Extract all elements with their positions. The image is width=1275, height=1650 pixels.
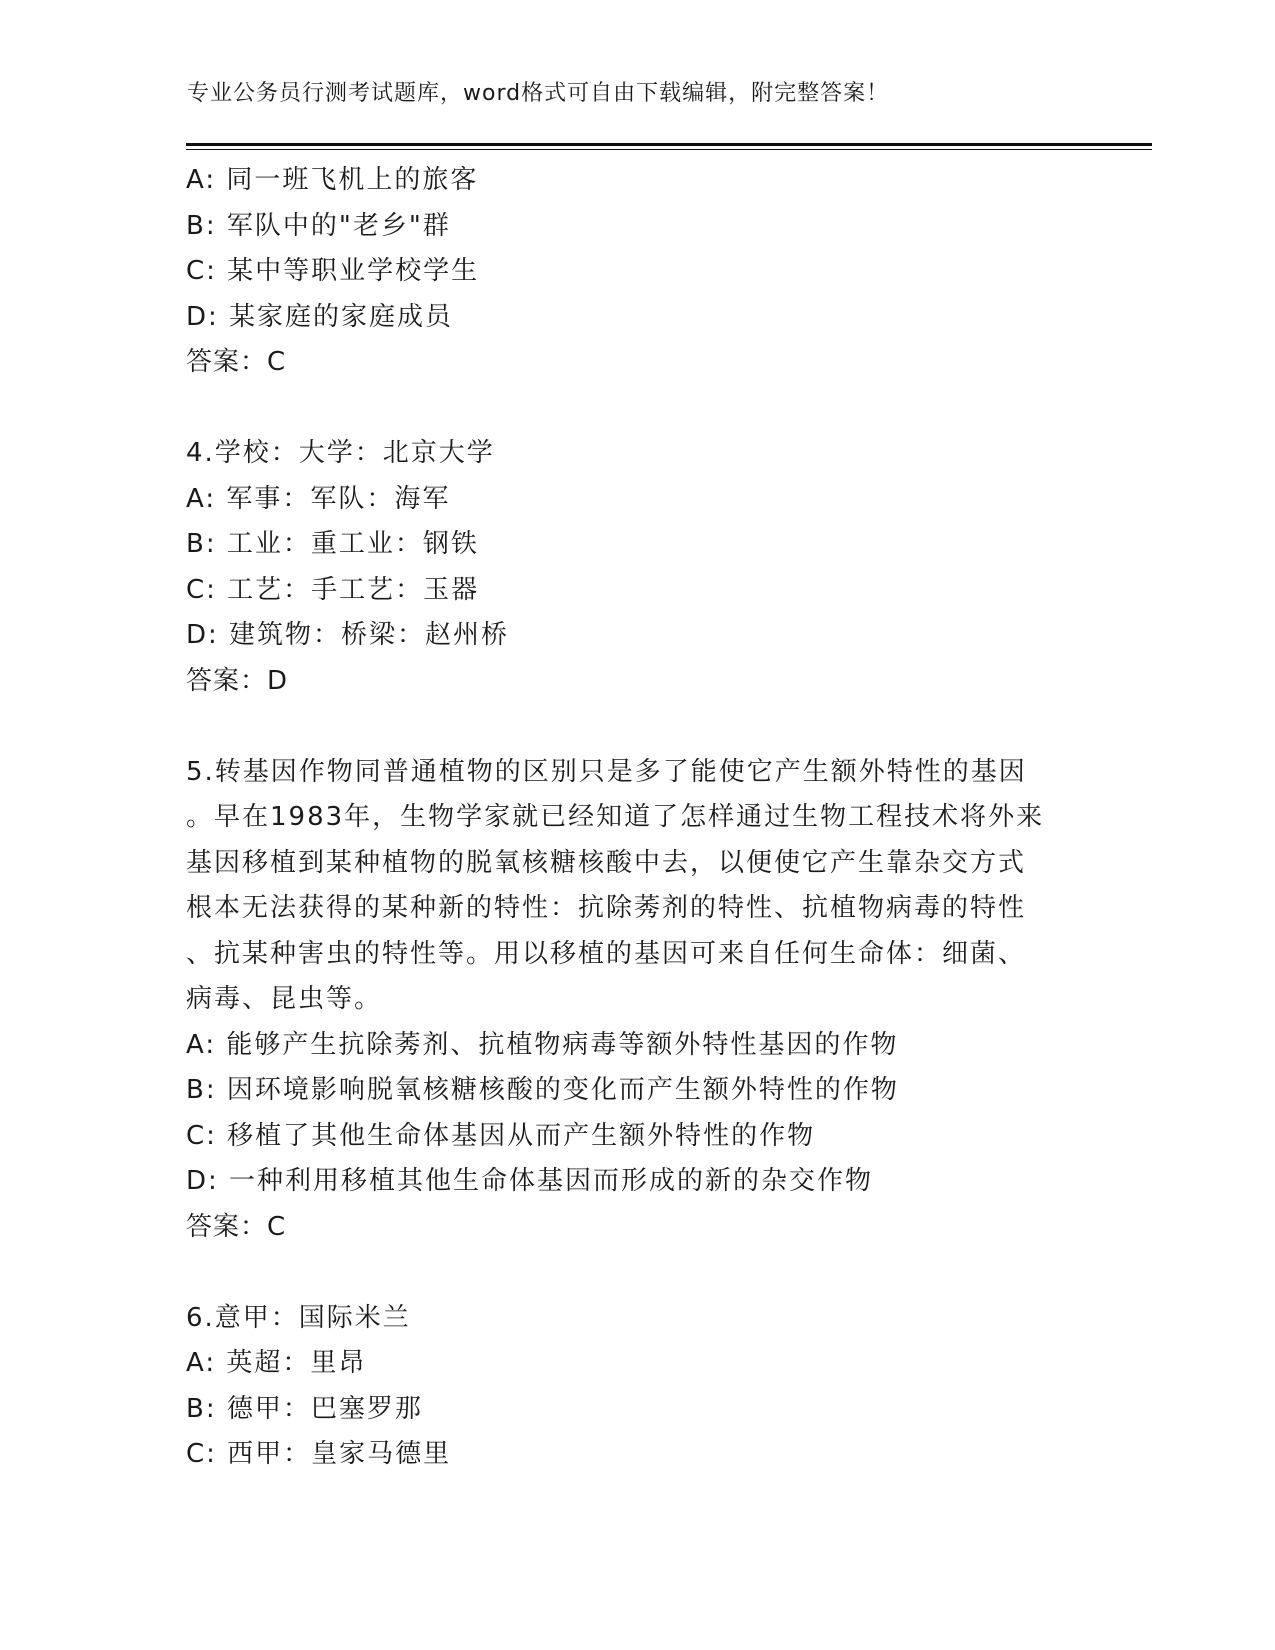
question-content: [186, 158, 1086, 1478]
question-3: [186, 158, 1086, 386]
page-header: 专业公务员行测考试题库，word格式可自由下载编辑，附完整答案！: [187, 81, 890, 106]
stem-line: 根本无法获得的某种新的特性：抗除莠剂的特性、抗植物病毒的特性: [186, 893, 1027, 923]
option-d: D: 一种利用移植其他生命体基因而形成的新的杂交作物: [186, 1166, 874, 1196]
option-a: A: 军事：军队：海军: [186, 483, 451, 514]
option-c: C: 西甲：皇家马德里: [186, 1439, 452, 1469]
option-b: B: 因环境影响脱氧核糖核酸的变化而产生额外特性的作物: [186, 1075, 899, 1105]
question-stem: 4.学校：大学：北京大学: [186, 438, 495, 468]
option-d: D: 某家庭的家庭成员: [186, 301, 454, 332]
answer-label: 答案：D: [186, 665, 289, 696]
option-d: D: 建筑物：桥梁：赵州桥: [186, 620, 510, 650]
question-4: [186, 431, 1086, 704]
option-c: C: 移植了其他生命体基因从而产生额外特性的作物: [186, 1120, 816, 1151]
option-b: B: 军队中的"老乡"群: [186, 210, 451, 241]
answer-label: 答案：C: [186, 347, 287, 377]
question-stem: 6.意甲：国际米兰: [186, 1302, 411, 1333]
spacer: [186, 386, 1086, 432]
answer-label: 答案：C: [186, 1211, 287, 1242]
option-b: B: 工业：重工业：钢铁: [186, 529, 479, 559]
spacer: [186, 704, 1086, 750]
stem-line: 5.转基因作物同普通植物的区别只是多了能使它产生额外特性的基因: [186, 756, 1027, 787]
option-c: C: 某中等职业学校学生: [186, 256, 480, 286]
stem-line: 基因移植到某种植物的脱氧核糖核酸中去，以便使它产生靠杂交方式: [186, 847, 1027, 878]
option-a: A: 英超：里昂: [186, 1348, 367, 1378]
header-rule: [186, 143, 1152, 146]
spacer: [186, 1250, 1086, 1296]
option-b: B: 德甲：巴塞罗那: [186, 1393, 423, 1424]
question-6: [186, 1296, 1086, 1478]
stem-line: 、抗某种害虫的特性等。用以移植的基因可来自任何生命体：细菌、: [186, 938, 1027, 969]
option-a: A: 同一班飞机上的旅客: [186, 165, 479, 195]
option-c: C: 工艺：手工艺：玉器: [186, 574, 480, 605]
stem-line: 病毒、昆虫等。: [186, 984, 383, 1014]
question-stem: [186, 750, 1086, 1023]
stem-line: 。早在1983年，生物学家就已经知道了怎样通过生物工程技术将外来: [186, 802, 1045, 832]
option-a: A: 能够产生抗除莠剂、抗植物病毒等额外特性基因的作物: [186, 1029, 899, 1060]
question-5: [186, 750, 1086, 1251]
